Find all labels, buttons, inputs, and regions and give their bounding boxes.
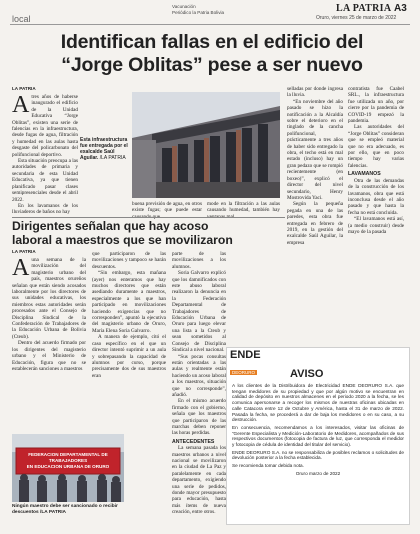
article1-col5-subhead: LAVAMANOS (348, 171, 381, 178)
protest-banner-line1: FEDERACION DEPARTAMENTAL DE TRABAJADORES (28, 452, 108, 463)
article2-col3-subhead: ANTECEDENTES (172, 438, 215, 445)
article1-col3 (207, 201, 280, 215)
ad-p1: A los clientes de la Distribuidora de Electricidad ENDE DEORURO S.A. que tengan medidores de su propiedad y que por algún motivo se encuentran en calidad de depósito en nuestros almacenes en el periodo 2020 a la fecha, se les comunica apersonarse a recoger los mismos de nuestras oficinas ubicadas en calle Catacora entre 12 de Octubre y América, hasta el 31 de marzo de 2022. Pasada la fecha, se procederá a dar de baja los medidores o en su caso, a su destrucción. (232, 383, 404, 423)
article1-headline (14, 31, 410, 77)
article2-col3-wrap (172, 251, 226, 516)
article2-drop-cap: A (12, 255, 30, 281)
article1-col2 (132, 201, 202, 215)
article1-col5b: Las autoridades del “Jorge Oblitas” consideran que se empleó material que no era adecuado, es por ello, que en poco tiempo hay varias falencias. (348, 124, 404, 169)
article1-col4c: Según la pequeña pegada en una de las paredes, esta obra fue entregada en febrero de 2019, en la gestión del exalcalde Saúl Aguilar, la empresa (287, 201, 343, 246)
masthead-brand: LA PATRIA (336, 3, 392, 14)
article2-byline: LA PATRIA (12, 249, 36, 254)
ad-p4: Se recomienda tomar debida nota. (232, 463, 304, 469)
article2-col3d: En el mismo acuerdo firmado con el gobierno, señala que los maestros que participaron de las marchas deben reponer las horas perdidas. (172, 398, 226, 437)
article1-col5a: contratista fue Caabel SRL., la infraestructura fue utilizada un año, por cierre por la pandemia de COVID-19 empezó la pandemia. (348, 86, 404, 125)
header-center (172, 4, 224, 15)
article1-col1b: Esta situación preocupa a las autoridades de primaria y secundaria de esta Unidad Educativa, ya que tienen planificado pasar clases semipresenciales desde el abril 2022. (12, 158, 78, 203)
protest-banner-text (18, 452, 118, 470)
article2-col3b: Soria Galvarro explicó que los damnificados con este abuso laboral realizaron la denuncia en la Federación Departamental de Trabajadores de Educación Urbana de Oruro para luego elevar una lista a la Cteub y sean sometidos al Consejo de Disciplina Sindical a nivel nacional. (172, 270, 226, 354)
article2-col3a: parte de las movilizaciones a los alumnos. (172, 251, 226, 270)
article2-col2a: que participaron de las movilizaciones y tampoco se harán descuentos. (92, 251, 166, 270)
article2-photo-caption: Ningún maestro debe ser sancionado o recibir descuentos /LA PATRIA (12, 504, 118, 515)
article2-col1b: Dentro del acuerdo firmado por los dirigentes del magisterio urbano y el Ministerio de Educación, figura que no se establecerán sanciones a maestros (12, 340, 86, 372)
article1-col1 (12, 94, 78, 214)
section-label: local (12, 14, 31, 24)
article2-col2b: “Sin embargo, esta mañana (ayer) nos enteramos que hay muchos directores que están asediando duramente a maestros, especialmente a los que han participado en movilizaciones haciendo exigencias que no corresponden”, apuntó la ejecutiva del magisterio urbano de Oruro, María Elena Soria Galvarro. (92, 270, 166, 334)
article2-top-rule (12, 217, 285, 218)
page-number: A3 (394, 3, 407, 14)
article2-photo-protest (12, 434, 124, 502)
article1-col3-text: mode en la filtración a las aulas causando humedad, también hay (207, 201, 280, 214)
issue-date: Oruro, viernes 25 de marzo de 2022 (316, 15, 397, 21)
article1-photo-caption-bold: Esta infraestructura fue entregada por el exalcalde Saúl Aguilar. (80, 137, 128, 161)
article2-headline-line2: laboral a maestros que se movilizaron (12, 233, 233, 247)
ende-logo-sub: DEORURO (232, 370, 256, 375)
header-center-line1: Vacunación (172, 4, 196, 9)
article1-photo-credit: /LA PATRIA (99, 155, 126, 161)
article1-col4b: “En noviembre del año pasado se hizo la notificación a la Alcaldía sobre el deterioro en el tinglado de la cancha polifuncional, prácticamente a tres años de haber sido entregado la obra, el techo está en mal estado (incluso) hay un gran pedazo que se rompió recientemente (en boxeo)”, explicó el director del nivel secundario, Henry Mostrovida Yaci. (287, 98, 343, 201)
article1-byline: LA PATRIA (12, 86, 36, 91)
article1-drop-cap: A (12, 92, 30, 118)
ende-logo-main: ENDE (230, 349, 261, 361)
article1-col5d: “El lavamanos está así, (a medio construir) desde mayo de la pasada (348, 216, 404, 235)
article2-col2 (92, 251, 166, 432)
article1-col4 (287, 86, 343, 344)
article2-col3e: La semana pasada los maestros urbanos a nivel nacional se movilizaron en la ciudad de La Paz y paralelamente en cada departamento, exigiendo una serie de pedidos, donde mayor presupuesto para educación, hasta más ítems de nueva creación, entre otros. (172, 445, 226, 516)
ad-p3: ENDE DEORURO S.A. no se responsabiliza de posibles reclamos o solicitudes de devolución posterior a la fecha establecida. (232, 449, 404, 461)
article1-col4a: selladas por donde ingresa la lluvia. (287, 86, 343, 99)
article2-col2c: A manera de ejemplo, citó el caso específico en el que un director intentó suprimir a un aula y sobrepasando la capacidad de alumnos por curso, porque precisamente dos de sus maestros eran (92, 334, 166, 379)
ad-p2: En consecuencia, recomendamos a los interesados, visitar las oficinas de “Gerente Especialista y Medición-Laboratorio de Medidores, acompañados de sus respectivos documentos (fotocopia de factura de luz, que corresponda el medidor y fotocopia de cédula de identidad del titular del servicio). (232, 424, 404, 448)
ad-title: AVISO (290, 368, 324, 380)
section-rule (10, 24, 410, 25)
header-center-line2: Periódico la Patria Bolivia (172, 9, 225, 15)
article2-col1 (12, 257, 86, 432)
article1-col1c: En los lavamanos de los lluviaderos de baños no hay (12, 202, 78, 216)
article2-headline-line1: Dirigentes señalan que hay acoso (12, 219, 209, 233)
ad-sign: Oruro marzo de 2022 (295, 470, 341, 476)
article2-col3c: “Sus pocas consultas están orientadas a las aulas y realmente están haciendo un acoso laboral a los maestros, situación que no corresponde”, añadió. (172, 353, 227, 398)
article1-col5c: Otra de las demandas de la construcción de los lavamanos, obra que está inconclusa desde el año pasado y que hasta la fecha no está concluida. (348, 177, 404, 216)
article1-col1-text: tres años de haberse inaugurado el edificio de la Unidad Educativa “Jorge Oblitas”, existen una serie de falencias en la infraestructura, desde fugas de agua, filtración y humedad en las aulas hasta desgaste del policarbonato del polifuncional deportivo. (12, 94, 78, 158)
article1-headline-line2: “Jorge Oblitas” pese a ser nuevo (61, 54, 363, 76)
ad-body (232, 383, 404, 477)
article1-col2-text: buena previsión de agua, en otros existe fugas; que puede estar (132, 201, 202, 214)
article1-photo-caption (80, 137, 130, 161)
article2-headline (12, 219, 285, 247)
article1-photo-building (132, 92, 280, 198)
article2-col1-text: una semana de la movilización del magisterio urbano del país, maestros orureños señalan que están siendo acosados laboralmente por los directores de sus unidades educativas, los miembros estas autoridades serán procesados ante el Consejo de Disciplina Sindical de la Confederación de Trabajadores de la Educación Urbana de Bolivia (Cteub). (12, 257, 86, 340)
ende-logo (230, 349, 270, 375)
article1-headline-line1: Identifican fallas en el edificio del (60, 31, 364, 53)
protest-banner-line2: EN EDUCACION URBANA DE ORURO (26, 464, 110, 469)
building-illustration (132, 92, 280, 198)
article1-col5 (348, 86, 404, 344)
